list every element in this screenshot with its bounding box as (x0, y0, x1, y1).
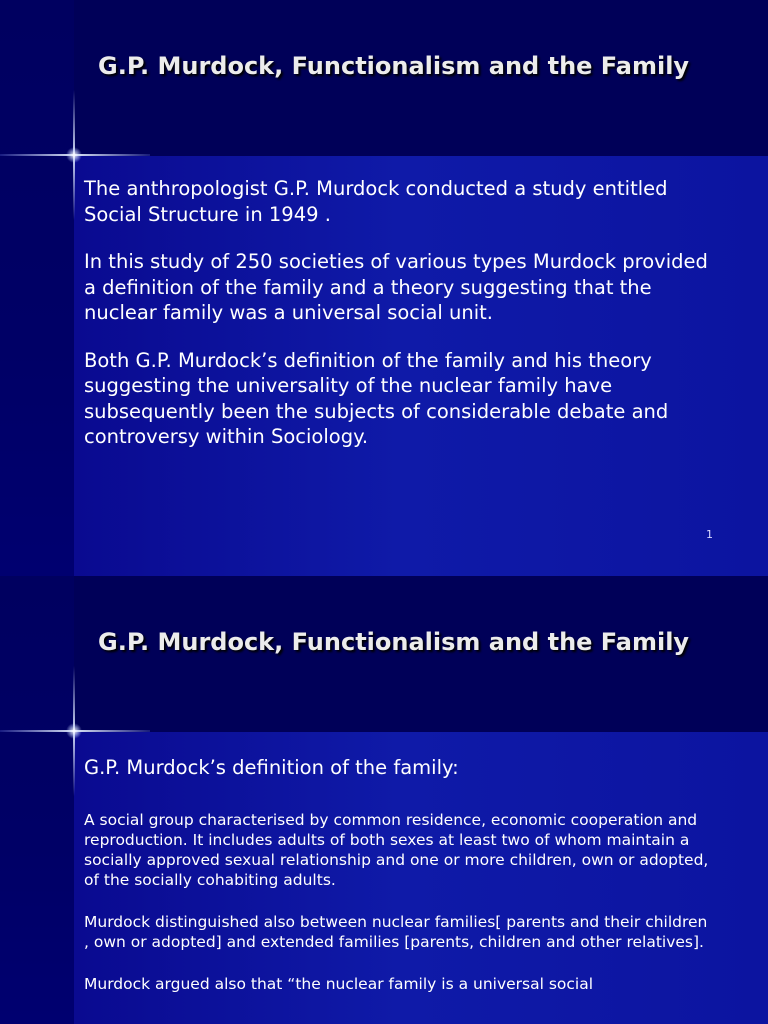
paragraph: In this study of 250 societies of various types Murdock provided a definition of the family and a theory suggesting that the nuclear family was a universal social unit. (84, 250, 708, 324)
left-band (0, 0, 74, 576)
paragraph: The anthropologist G.P. Murdock conducted a study entitled Social Structure in 1949 . (84, 177, 668, 226)
left-band (0, 576, 74, 1024)
slide-body (84, 755, 714, 1016)
paragraph: A social group characterised by common residence, economic cooperation and reproduction. It includes adults of both sexes at least two of whom maintain a socially approved sexual relationship and one or more children, own or adopted, of the socially cohabiting adults. (84, 811, 709, 889)
slide-title: G.P. Murdock, Functionalism and the Family (98, 628, 690, 656)
paragraph: Murdock distinguished also between nuclear families[ parents and their children , own or adopted] and extended families [parents, children and other relatives]. (84, 913, 708, 951)
sparkle-icon (66, 723, 82, 739)
slide-2 (0, 576, 768, 1024)
slide-heading: G.P. Murdock’s definition of the family: (84, 756, 459, 779)
slide-title: G.P. Murdock, Functionalism and the Family (98, 52, 690, 80)
paragraph: Both G.P. Murdock’s definition of the family and his theory suggesting the universality of the nuclear family have subsequently been the subjects of considerable debate and controversy within Sociology. (84, 348, 669, 448)
slide-body (84, 176, 714, 472)
paragraph: Murdock argued also that “the nuclear family is a universal social (84, 975, 594, 993)
page-number: 1 (706, 528, 713, 541)
sparkle-icon (66, 147, 82, 163)
